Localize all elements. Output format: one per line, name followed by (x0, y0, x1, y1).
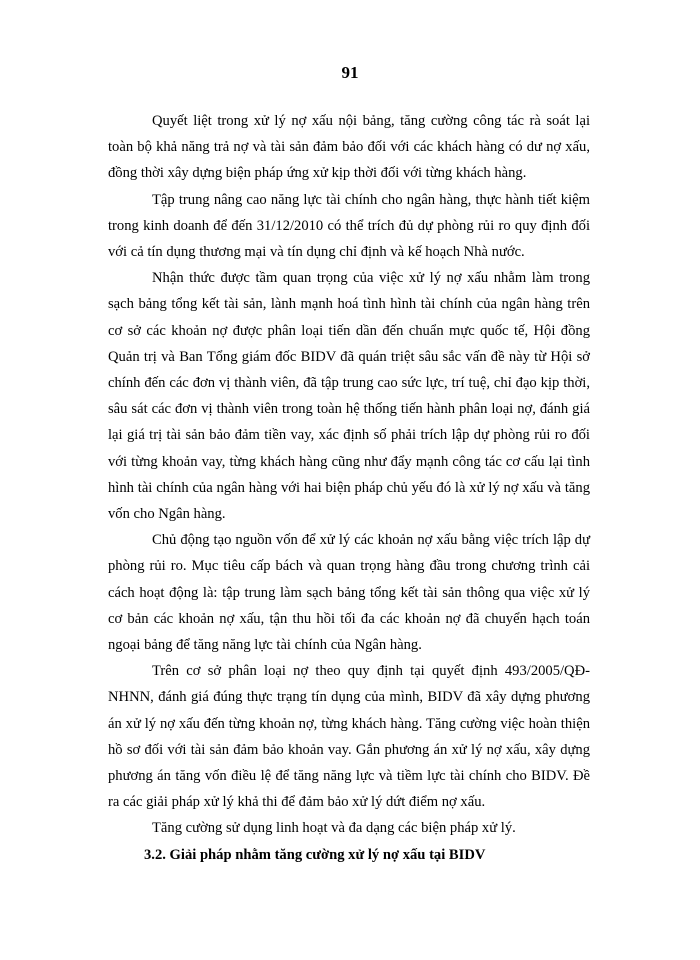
paragraph: Chủ động tạo nguồn vốn để xử lý các khoản nợ xấu bằng việc trích lập dự phòng rủi ro. Mục tiêu cấp bách và quan trọng hàng đầu trong chương trình cải cách hoạt động là: tập trung làm sạch bảng tổng kết tài sản thông qua việc xử lý cơ bản các khoản nợ xấu, tận thu hồi tối đa các khoản nợ đã chuyển hạch toán ngoại bảng để tăng năng lực tài chính của Ngân hàng. (108, 532, 590, 654)
section-heading: 3.2. Giải pháp nhằm tăng cường xử lý nợ xấu tại BIDV (144, 846, 486, 863)
paragraph: Tăng cường sử dụng linh hoạt và đa dạng các biện pháp xử lý. (152, 820, 516, 837)
paragraph: Quyết liệt trong xử lý nợ xấu nội bảng, tăng cường công tác rà soát lại toàn bộ khả năng trả nợ và tài sản đảm bảo đối với các khách hàng có dư nợ xấu, đồng thời xây dựng biện pháp ứng xử kịp thời đối với từng khách hàng. (108, 113, 590, 182)
document-body (108, 108, 590, 868)
paragraph: Trên cơ sở phân loại nợ theo quy định tại quyết định 493/2005/QĐ-NHNN, đánh giá đúng thực trạng tín dụng của mình, BIDV đã xây dựng phương án xử lý nợ xấu đến từng khoản nợ, từng khách hàng. Tăng cường việc hoàn thiện hồ sơ đối với tài sản đảm bảo khoản vay. Gắn phương án xử lý nợ xấu, xây dựng phương án tăng vốn điều lệ để tăng năng lực và tiềm lực tài chính cho BIDV. Đề ra các giải pháp xử lý khả thi để đảm bảo xử lý dứt điểm nợ xấu. (108, 663, 590, 811)
paragraph: Tập trung nâng cao năng lực tài chính cho ngân hàng, thực hành tiết kiệm trong kinh doanh để đến 31/12/2010 có thể trích đủ dự phòng rủi ro quy định đối với cả tín dụng thương mại và tín dụng chỉ định và kế hoạch Nhà nước. (108, 191, 590, 261)
paragraph: Nhận thức được tầm quan trọng của việc xử lý nợ xấu nhằm làm trong sạch bảng tổng kết tài sản, lành mạnh hoá tình hình tài chính của ngân hàng trên cơ sở các khoản nợ được phân loại tiến dần đến chuẩn mực quốc tế, Hội đồng Quản trị và Ban Tổng giám đốc BIDV đã quán triệt sâu sắc vấn đề này từ Hội sở chính đến các đơn vị thành viên, đã tập trung cao sức lực, trí tuệ, chỉ đạo kịp thời, sâu sát các đơn vị thành viên trong toàn hệ thống tiến hành phân loại nợ, đánh giá lại giá trị tài sản bảo đảm tiền vay, xác định số phải trích lập dự phòng rủi ro đối với từng khoản vay, từng khách hàng cũng như đẩy mạnh công tác cơ cấu lại tình hình tài chính của ngân hàng với hai biện pháp chủ yếu đó là xử lý nợ xấu và tăng vốn cho Ngân hàng. (108, 270, 590, 523)
page-number: 91 (341, 63, 359, 82)
